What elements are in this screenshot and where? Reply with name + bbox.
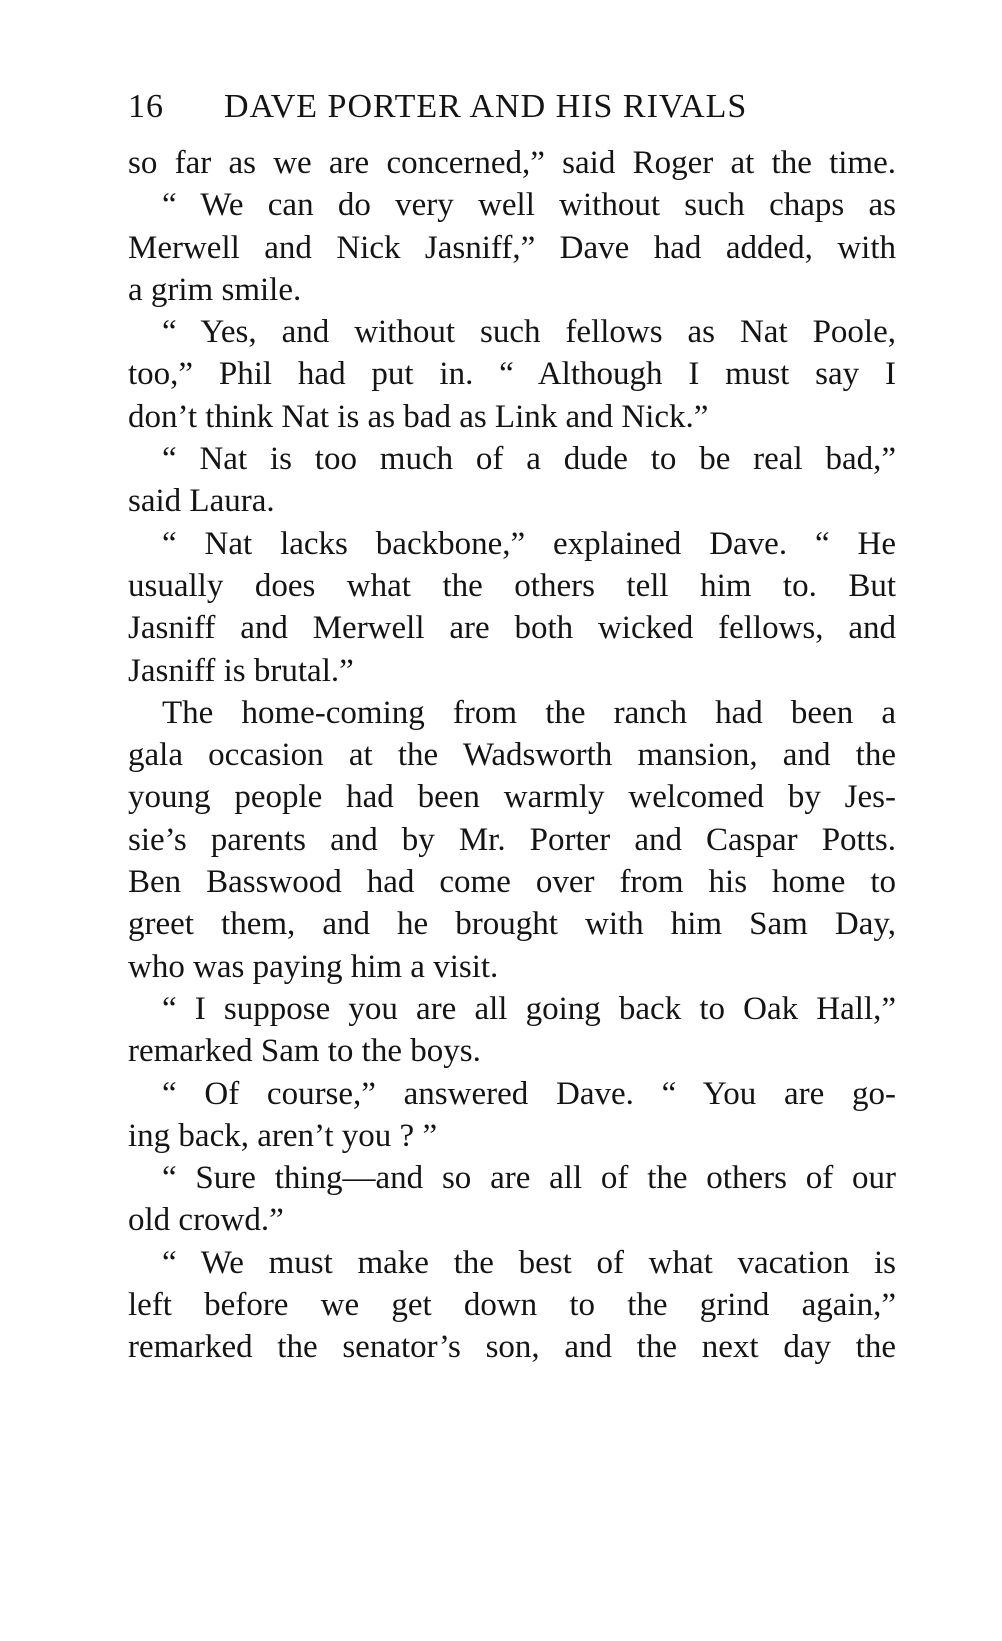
text-line: “ Nat lacks backbone,” explained Dave. “ He — [162, 525, 896, 562]
text-line: old crowd.” — [128, 1202, 284, 1239]
text-line: “ We can do very well without such chaps as — [162, 187, 896, 224]
text-line: don’t think Nat is as bad as Link and Nick.” — [128, 398, 709, 435]
text-line: “ Sure thing—and so are all of the others of our — [162, 1160, 896, 1197]
text-line: “ I suppose you are all going back to Oak Hall,” — [162, 990, 896, 1027]
text-line: remarked Sam to the boys. — [128, 1033, 481, 1070]
text-line: Jasniff and Merwell are both wicked fellows, and — [128, 610, 896, 647]
text-line: ing back, aren’t you ? ” — [128, 1117, 438, 1154]
text-line: Jasniff is brutal.” — [128, 652, 354, 689]
running-header — [128, 82, 928, 132]
page-number: 16 — [128, 88, 164, 125]
text-line: “ Yes, and without such fellows as Nat Poole, — [162, 314, 896, 351]
text-line: “ Nat is too much of a dude to be real bad,” — [162, 441, 896, 478]
text-line: Ben Basswood had come over from his home to — [128, 864, 896, 901]
text-line: left before we get down to the grind again,” — [128, 1287, 896, 1324]
text-line: said Laura. — [128, 483, 275, 520]
text-line: The home-coming from the ranch had been a — [162, 694, 896, 731]
text-line: “ Of course,” answered Dave. “ You are go- — [162, 1075, 896, 1112]
body-text — [128, 142, 896, 1369]
text-line: who was paying him a visit. — [128, 948, 499, 985]
text-line: sie’s parents and by Mr. Porter and Caspar Potts. — [128, 821, 896, 858]
text-line: so far as we are concerned,” said Roger at the time. — [128, 145, 896, 181]
text-line: too,” Phil had put in. “ Although I must say I — [128, 356, 896, 393]
text-line: greet them, and he brought with him Sam Day, — [128, 906, 896, 943]
text-line: remarked the senator’s son, and the next day the — [128, 1329, 896, 1366]
text-line: “ We must make the best of what vacation is — [162, 1244, 896, 1281]
text-line: gala occasion at the Wadsworth mansion, and the — [128, 737, 896, 774]
text-line: young people had been warmly welcomed by Jes- — [128, 779, 896, 816]
running-title: DAVE PORTER AND HIS RIVALS — [224, 88, 748, 125]
text-line: Merwell and Nick Jasniff,” Dave had added, with — [128, 229, 896, 266]
text-line: a grim smile. — [128, 271, 302, 308]
text-line: usually does what the others tell him to. But — [128, 567, 896, 604]
